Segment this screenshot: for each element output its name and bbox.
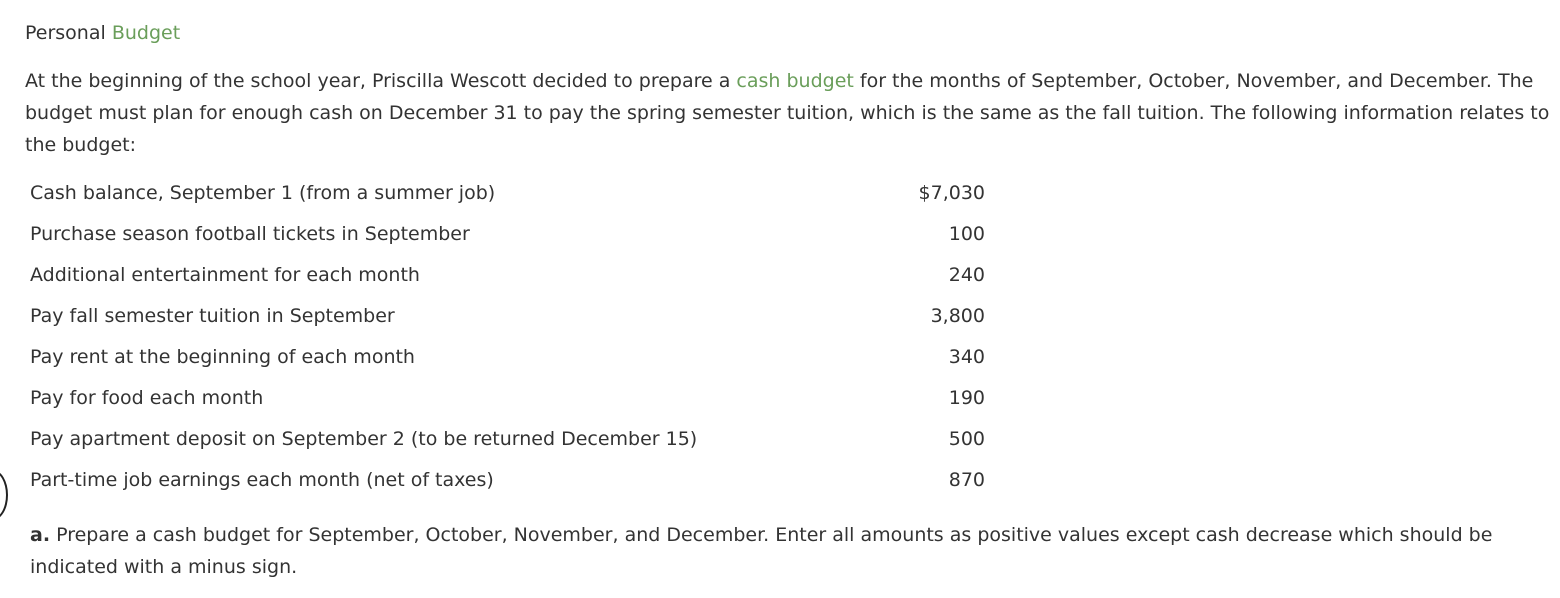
row-amount: 3,800 [930, 304, 985, 327]
table-row [30, 295, 985, 336]
row-label: Additional entertainment for each month [30, 263, 420, 286]
intro-text-end: for the months of September, October, November, and December. The budget must plan for enough cash on December 31 to pay the spring semester tuition, which is the same as the fall tuition. The following information relates to the budget: [25, 70, 1550, 156]
row-label: Pay fall semester tuition in September [30, 304, 395, 327]
table-row [30, 213, 985, 254]
intro-text-start: At the beginning of the school year, Priscilla Wescott decided to prepare a [25, 70, 737, 92]
row-amount: 500 [948, 427, 985, 450]
question-marker: a. [30, 524, 51, 546]
side-panel-handle[interactable] [0, 470, 8, 520]
row-label: Part-time job earnings each month (net of taxes) [30, 468, 494, 491]
problem-intro [25, 65, 1555, 161]
table-row [30, 254, 985, 295]
row-amount: 240 [948, 263, 985, 286]
budget-info-table [30, 172, 985, 500]
row-label: Purchase season football tickets in September [30, 222, 470, 245]
row-amount: 870 [948, 468, 985, 491]
row-amount: 340 [948, 345, 985, 368]
row-amount: 190 [948, 386, 985, 409]
question-a [30, 519, 1540, 583]
row-label: Cash balance, September 1 (from a summer job) [30, 181, 496, 204]
page-title [25, 20, 180, 46]
cash-budget-glossary-link[interactable]: cash budget [736, 70, 854, 92]
table-row [30, 377, 985, 418]
budget-glossary-link[interactable]: Budget [111, 22, 181, 44]
table-row [30, 336, 985, 377]
row-amount: $7,030 [918, 181, 985, 204]
row-amount: 100 [948, 222, 985, 245]
title-prefix: Personal [25, 22, 106, 44]
question-text: Prepare a cash budget for September, October, November, and December. Enter all amounts as positive values except cash decrease which should be indicated with a minus sign. [30, 524, 1493, 578]
row-label: Pay rent at the beginning of each month [30, 345, 415, 368]
row-label: Pay apartment deposit on September 2 (to be returned December 15) [30, 427, 698, 450]
table-row [30, 459, 985, 500]
table-row [30, 172, 985, 213]
row-label: Pay for food each month [30, 386, 264, 409]
table-row [30, 418, 985, 459]
